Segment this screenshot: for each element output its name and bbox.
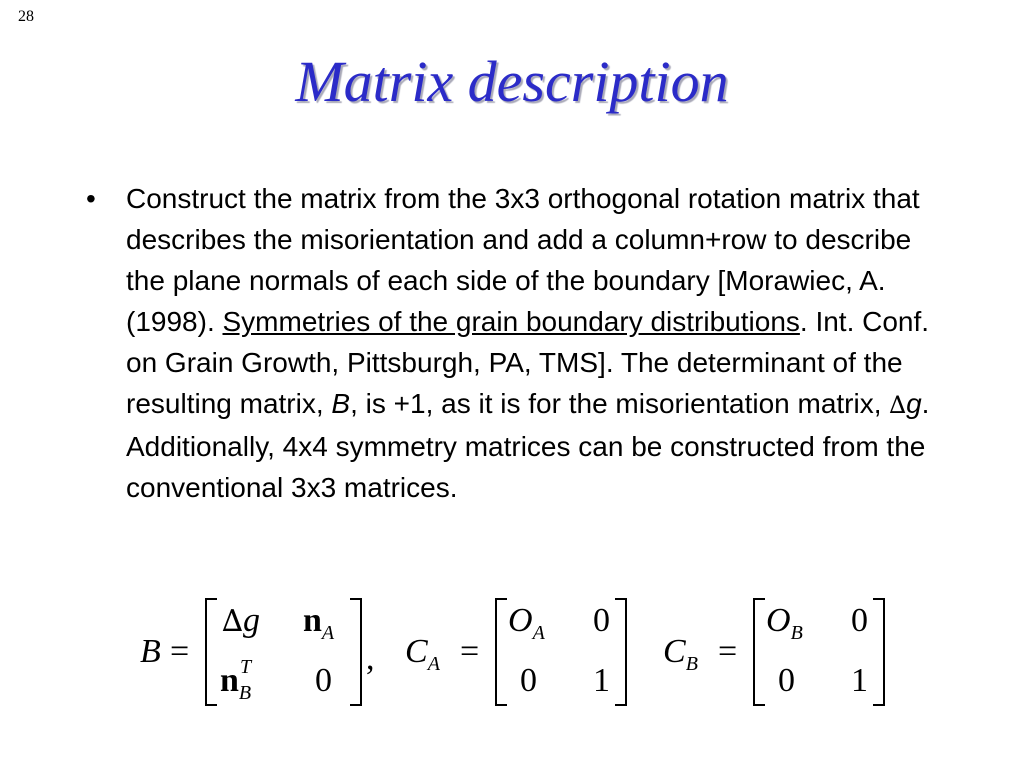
eq-ca-m11: $O_A$ — [508, 602, 545, 644]
bullet-item — [86, 178, 936, 508]
eq-b-m12: $n_A$ — [303, 602, 335, 644]
text-end: . Additionally, 4x4 symmetry matrices can be constructed from the conventional 3x3 matrices. — [126, 388, 930, 503]
eq-ca-left-bracket — [495, 598, 507, 706]
text-after-symbol: , is +1, as it is for the misorientation matrix, — [350, 388, 890, 419]
eq-ca-lhs: $C_A$ — [405, 633, 440, 675]
eq-b-lhs: B — [140, 633, 161, 670]
eq-cb-m22: 1 — [851, 662, 868, 699]
equation-ca — [405, 598, 640, 710]
eq-cb-right-bracket — [873, 598, 885, 706]
eq-ca-m21: 0 — [520, 662, 537, 699]
eq-b-equals: = — [170, 633, 190, 670]
eq-ca-equals: = — [460, 633, 480, 670]
eq-cb-m12: 0 — [851, 602, 868, 639]
eq-b-m22: 0 — [315, 662, 332, 699]
delta-symbol: ∆ — [889, 391, 907, 419]
bullet-mark: • — [86, 183, 96, 214]
eq-b-m11: ∆g — [222, 602, 260, 639]
matrix-symbol-b: B — [331, 388, 351, 419]
eq-ca-m22: 1 — [593, 662, 610, 699]
g-symbol: g — [906, 388, 922, 419]
eq-cb-m11: $O_B$ — [766, 602, 803, 644]
eq-b-m21: n T $_B$ — [220, 656, 252, 704]
bullet-text — [126, 178, 936, 508]
eq-b-left-bracket — [205, 598, 217, 706]
equation-b — [140, 598, 390, 710]
eq-cb-lhs: $C_B$ — [663, 633, 698, 675]
eq-cb-left-bracket — [753, 598, 765, 706]
slide-number: 28 — [18, 8, 34, 25]
eq-ca-m12: 0 — [593, 602, 610, 639]
text-after-citation: . Int. Conf. on Grain Growth, Pittsburgh, PA, TMS]. The determinant of the resulting matrix, — [126, 306, 930, 419]
eq-cb-equals: = — [718, 633, 738, 670]
eq-b-comma: , — [366, 640, 375, 677]
eq-b-right-bracket — [350, 598, 362, 706]
eq-ca-right-bracket — [615, 598, 627, 706]
text-before-citation: Construct the matrix from the 3x3 orthogonal rotation matrix that describes the misorientation and add a column+row to describe the plane normals of each side of the boundary [Morawiec, A. (1998). — [126, 183, 920, 337]
eq-cb-m21: 0 — [778, 662, 795, 699]
equation-cb — [663, 598, 898, 710]
citation-title: Symmetries of the grain boundary distributions — [222, 306, 800, 337]
slide-title: Matrix description — [295, 49, 729, 114]
